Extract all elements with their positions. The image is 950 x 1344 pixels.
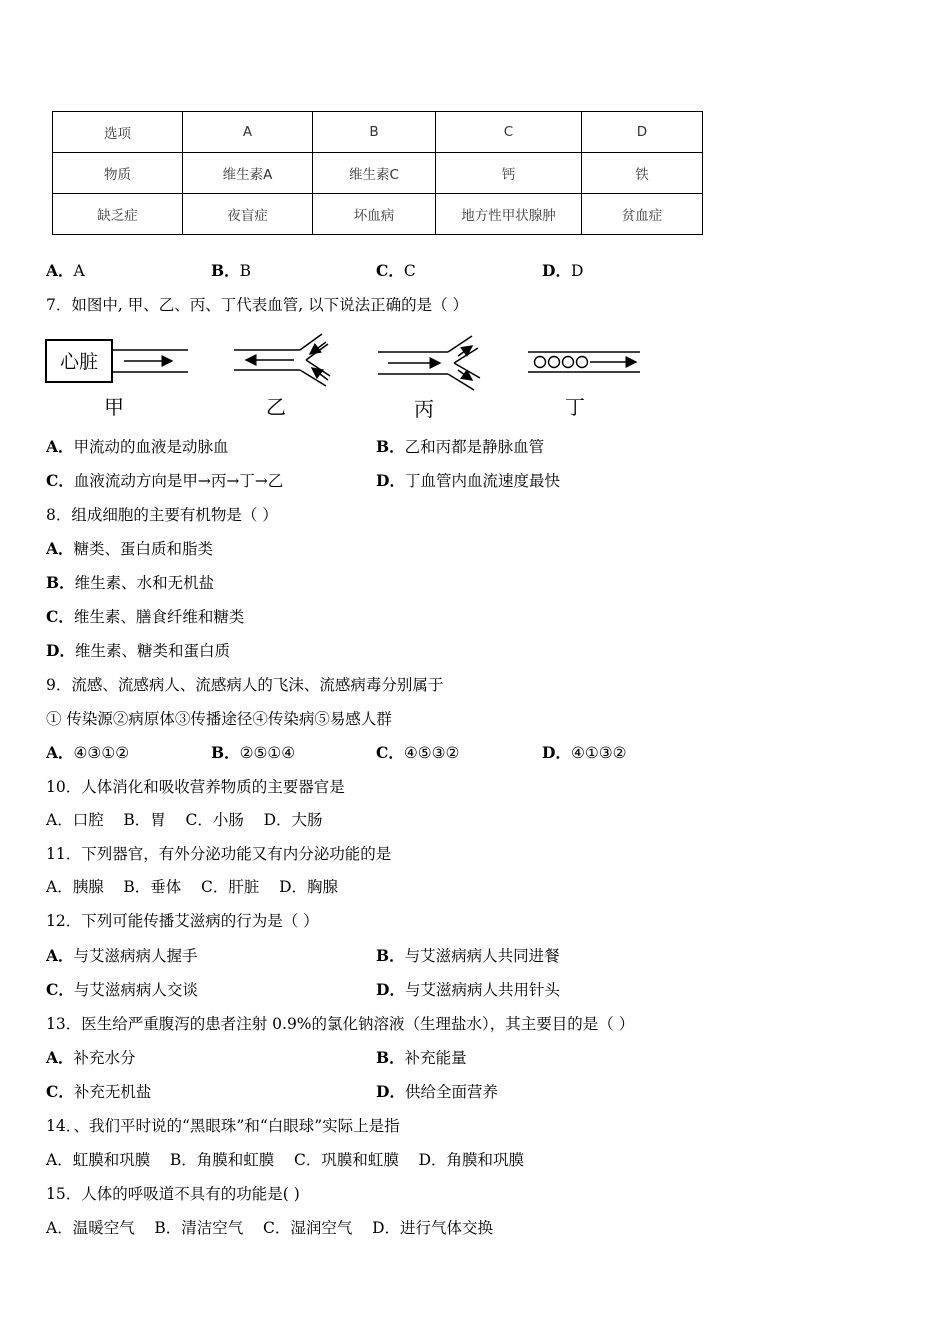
option-text: 维生素、膳食纤维和糖类: [73, 608, 245, 626]
option-text: ②⑤①④: [239, 744, 296, 762]
q13-option-a: [46, 1048, 136, 1068]
q8-option-b: [46, 573, 214, 593]
table-cell: 缺乏症: [53, 194, 183, 235]
option-letter: A．: [46, 261, 74, 280]
q8-stem: 8．组成细胞的主要有机物是（ ）: [46, 506, 278, 524]
table-cell: B: [313, 112, 436, 153]
vessel-label-jia: 甲: [104, 395, 124, 419]
q7-stem: 7．如图中, 甲、乙、丙、丁代表血管, 以下说法正确的是（ ）: [46, 296, 468, 314]
option-text: 乙和丙都是静脉血管: [404, 438, 545, 456]
q9-choices: ① 传染源②病原体③传播途径④传染病⑤易感人群: [46, 710, 392, 728]
option-letter: C．: [376, 261, 404, 280]
option-text: C: [403, 262, 416, 280]
option-letter: A．: [46, 743, 74, 762]
vessel-bing: [378, 336, 480, 421]
q12-option-a: [46, 946, 198, 966]
vessel-yi: [234, 334, 330, 419]
q6-option-c: [376, 261, 416, 281]
option-text: 血液流动方向是甲→丙→丁→乙: [73, 472, 284, 490]
option-text: 供给全面营养: [404, 1083, 498, 1101]
option-letter: A．: [46, 1048, 74, 1067]
q9-option-d: [542, 743, 627, 763]
q13-option-b: [376, 1048, 467, 1068]
q13-stem: 13．医生给严重腹泻的患者注射 0.9%的氯化钠溶液（生理盐水），其主要目的是（ ）: [46, 1015, 635, 1033]
option-letter: B．: [46, 573, 75, 592]
q12-option-c: [46, 980, 198, 1000]
table-cell: D: [582, 112, 703, 153]
option-letter: D．: [376, 980, 405, 999]
q9-stem: 9．流感、流感病人、流感病人的飞沫、流感病毒分别属于: [46, 676, 444, 694]
heart-label: 心脏: [59, 351, 99, 373]
table-cell: 铁: [582, 153, 703, 194]
option-text: 补充无机盐: [73, 1083, 152, 1101]
option-letter: A．: [46, 946, 74, 965]
q6-option-d: [542, 261, 583, 281]
option-letter: C．: [46, 980, 74, 999]
q7-option-d: [376, 471, 560, 491]
q7-option-a: [46, 437, 229, 457]
option-text: ④⑤③②: [403, 744, 460, 762]
option-letter: A．: [46, 437, 74, 456]
option-text: 与艾滋病病人握手: [73, 947, 198, 965]
table-cell: 坏血病: [313, 194, 436, 235]
option-text: 与艾滋病病人共同进餐: [404, 947, 560, 965]
option-text: 甲流动的血液是动脉血: [73, 438, 229, 456]
table-cell: A: [183, 112, 313, 153]
option-text: 丁血管内血流速度最快: [404, 472, 560, 490]
option-text: 与艾滋病病人共用针头: [404, 981, 560, 999]
vessel-label-yi: 乙: [266, 395, 286, 419]
vitamin-table: [52, 111, 703, 235]
option-letter: C．: [46, 607, 74, 626]
q11-stem: 11．下列器官，有外分泌功能又有内分泌功能的是: [46, 845, 392, 863]
q9-option-b: [211, 743, 295, 763]
option-letter: B．: [211, 261, 240, 280]
q12-stem: 12．下列可能传播艾滋病的行为是（ ）: [46, 912, 319, 930]
option-letter: B．: [211, 743, 240, 762]
table-cell: 物质: [53, 153, 183, 194]
option-text: 维生素、糖类和蛋白质: [74, 642, 230, 660]
option-text: 补充能量: [404, 1049, 467, 1067]
option-letter: B．: [376, 1048, 405, 1067]
q14-options: A．虹膜和巩膜 B．角膜和虹膜 C．巩膜和虹膜 D．角膜和巩膜: [46, 1151, 524, 1169]
option-letter: D．: [376, 471, 405, 490]
option-letter: C．: [46, 471, 74, 490]
table-cell: 维生素C: [313, 153, 436, 194]
q8-option-d: [46, 641, 230, 661]
option-letter: A．: [46, 539, 74, 558]
arrow-icon: [458, 346, 472, 356]
q13-option-d: [376, 1082, 498, 1102]
q11-options: A．胰腺 B．垂体 C．肝脏 D．胸腺: [46, 878, 338, 896]
option-text: 维生素、水和无机盐: [74, 574, 215, 592]
q7-option-b: [376, 437, 544, 457]
vessel-jia: [46, 340, 188, 419]
table-cell: 选项: [53, 112, 183, 153]
q9-option-a: [46, 743, 129, 763]
q10-options: A．口腔 B．胃 C．小肠 D．大肠: [46, 811, 323, 829]
vessel-label-bing: 丙: [414, 397, 434, 421]
q9-option-c: [376, 743, 459, 763]
table-cell: 贫血症: [582, 194, 703, 235]
option-text: 补充水分: [73, 1049, 136, 1067]
option-letter: D．: [46, 641, 75, 660]
option-text: B: [239, 262, 251, 280]
option-text: D: [570, 262, 584, 280]
q7-option-c: [46, 471, 283, 491]
table-row: [53, 112, 703, 153]
option-letter: C．: [376, 743, 404, 762]
option-letter: C．: [46, 1082, 74, 1101]
vessel-ding: [528, 352, 640, 419]
table-cell: 钙: [436, 153, 582, 194]
q6-option-a: [46, 261, 85, 281]
q12-option-d: [376, 980, 560, 1000]
table-cell: 地方性甲状腺肿: [436, 194, 582, 235]
table-cell: 维生素A: [183, 153, 313, 194]
option-text: 糖类、蛋白质和脂类: [73, 540, 214, 558]
option-letter: B．: [376, 437, 405, 456]
q12-option-b: [376, 946, 560, 966]
q15-options: A．温暖空气 B．清洁空气 C．湿润空气 D．进行气体交换: [46, 1219, 493, 1237]
option-letter: B．: [376, 946, 405, 965]
option-text: A: [73, 262, 85, 280]
option-letter: D．: [376, 1082, 405, 1101]
table-cell: C: [436, 112, 582, 153]
q8-option-c: [46, 607, 244, 627]
q14-stem: 14．、我们平时说的“黑眼珠”和“白眼球”实际上是指: [46, 1117, 400, 1135]
option-text: 与艾滋病病人交谈: [73, 981, 198, 999]
option-text: ④③①②: [73, 744, 130, 762]
option-text: ④①③②: [570, 744, 627, 762]
option-letter: D．: [542, 261, 571, 280]
q6-option-b: [211, 261, 251, 281]
vessel-label-ding: 丁: [565, 395, 585, 419]
table-row: [53, 194, 703, 235]
q15-stem: 15．人体的呼吸道不具有的功能是( ): [46, 1185, 300, 1203]
q10-stem: 10．人体消化和吸收营养物质的主要器官是: [46, 778, 345, 796]
blood-vessel-figure: [44, 330, 644, 422]
table-cell: 夜盲症: [183, 194, 313, 235]
option-letter: D．: [542, 743, 571, 762]
table-row: [53, 153, 703, 194]
q13-option-c: [46, 1082, 151, 1102]
q8-option-a: [46, 539, 213, 559]
